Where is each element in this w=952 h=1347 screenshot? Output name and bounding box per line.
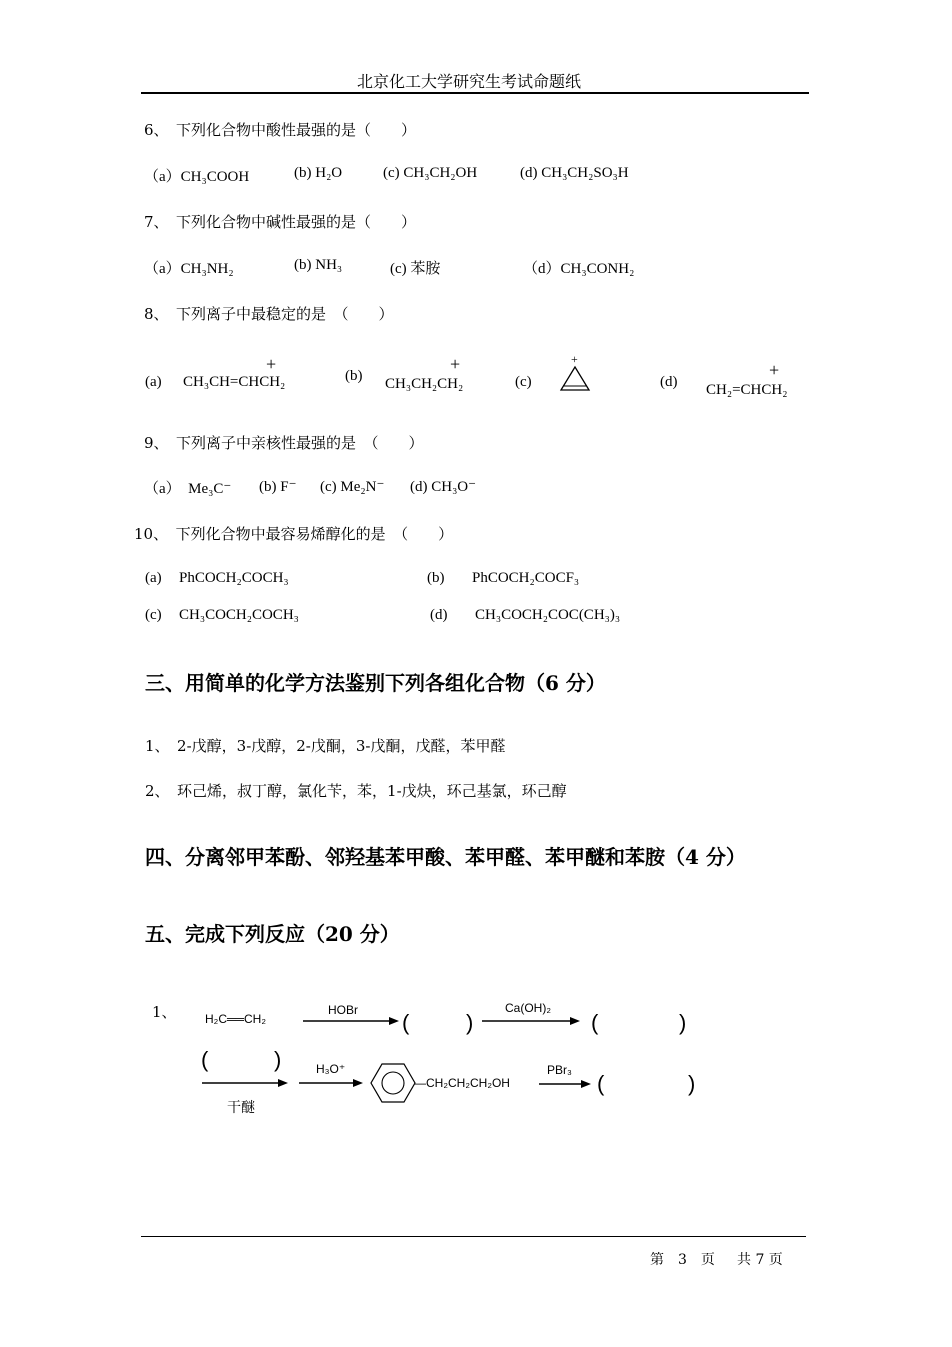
section3-item-2: 2、 环己烯，叔丁醇，氯化苄，苯，1-戊炔，环己基氯，环己醇 xyxy=(145,782,567,800)
q8-option-d: CH₂=CHCH₂ xyxy=(706,382,788,398)
q10-option-a-label: (a) xyxy=(145,570,162,586)
reaction1-reagent-caoh2: Ca(OH)₂ xyxy=(505,1001,551,1015)
q8-a-charge: + xyxy=(266,354,277,374)
reaction1-blank-4-open: ( xyxy=(597,1071,605,1096)
reaction1-reagent-h3o: H₃O⁺ xyxy=(316,1062,346,1076)
q10-option-a: PhCOCH₂COCH₃ xyxy=(179,570,289,586)
header-rule xyxy=(141,92,809,94)
reaction1-blank-1-open: ( xyxy=(402,1010,410,1035)
reaction1-arrow-2 xyxy=(482,1015,580,1027)
q6-stem: 6、 下列化合物中酸性最强的是（ ） xyxy=(144,121,417,139)
reaction1-number: 1、 xyxy=(152,1003,177,1021)
reaction1-blank-2-close: ) xyxy=(679,1010,687,1035)
q9-stem: 9、 下列离子中亲核性最强的是 （ ） xyxy=(144,434,424,452)
reaction1-arrow-3 xyxy=(202,1077,288,1089)
reaction1-blank-4-close: ) xyxy=(688,1071,696,1096)
q6-option-c: (c) CH₃CH₂OH xyxy=(383,165,478,181)
q7-stem: 7、 下列化合物中碱性最强的是（ ） xyxy=(144,213,417,231)
q9-option-a: （a） Me₃C⁻ xyxy=(144,481,232,497)
section3-title: 三、用简单的化学方法鉴别下列各组化合物（6 分） xyxy=(145,671,606,695)
q8-option-b-label: (b) xyxy=(345,368,363,384)
q8-b-charge: + xyxy=(450,354,461,374)
q7-option-b: (b) NH₃ xyxy=(294,257,343,273)
reaction1-arrow-4 xyxy=(299,1077,363,1089)
footer-page-number: 第 3 页 xyxy=(650,1252,715,1268)
q7-option-a: （a）CH₃NH₂ xyxy=(144,261,234,277)
footer-total-pages: 共 7 页 xyxy=(737,1252,783,1268)
section4-title: 四、分离邻甲苯酚、邻羟基苯甲酸、苯甲醛、苯甲醚和苯胺（4 分） xyxy=(145,845,746,869)
q8-d-charge: + xyxy=(769,360,780,380)
reaction1-product-chain: —CH₂CH₂CH₂OH xyxy=(414,1076,510,1090)
q10-option-d-label: (d) xyxy=(430,607,448,623)
benzene-ring-icon xyxy=(370,1062,416,1104)
section3-item-1: 1、 2-戊醇，3-戊醇，2-戊酮，3-戊酮，戊醛，苯甲醛 xyxy=(145,737,506,755)
q7-option-c: (c) 苯胺 xyxy=(390,261,441,277)
q7-option-d: （d）CH₃CONH₂ xyxy=(523,261,635,277)
reaction1-arrow-5 xyxy=(539,1078,591,1090)
reaction1-reagent-hobr: HOBr xyxy=(328,1003,358,1017)
q9-option-b: (b) F⁻ xyxy=(259,479,297,495)
section5-title: 五、完成下列反应（20 分） xyxy=(145,922,400,946)
q10-stem: 10、 下列化合物中最容易烯醇化的是 （ ） xyxy=(134,525,454,543)
q8-option-a: CH₃CH=CHCH₂ xyxy=(183,374,286,390)
q9-option-c: (c) Me₂N⁻ xyxy=(320,479,385,495)
q10-option-b-label: (b) xyxy=(427,570,445,586)
q10-option-c-label: (c) xyxy=(145,607,162,623)
reaction1-reagent-dry-ether: 干醚 xyxy=(227,1100,255,1116)
svg-text:+: + xyxy=(571,352,578,366)
reaction1-blank-1-close: ) xyxy=(466,1010,474,1035)
reaction1-blank-3-close: ) xyxy=(274,1047,282,1072)
q10-option-c: CH₃COCH₂COCH₃ xyxy=(179,607,299,623)
reaction1-blank-3-open: ( xyxy=(201,1047,209,1072)
q10-option-b: PhCOCH₂COCF₃ xyxy=(472,570,580,586)
reaction1-reagent-pbr3: PBr₃ xyxy=(547,1063,572,1077)
q8-option-a-label: (a) xyxy=(145,374,162,390)
q6-option-b: (b) H₂O xyxy=(294,165,343,181)
q8-option-c-label: (c) xyxy=(515,374,532,390)
q8-stem: 8、 下列离子中最稳定的是 （ ） xyxy=(144,305,394,323)
q10-option-d: CH₃COCH₂COC(CH₃)₃ xyxy=(475,607,621,623)
q8-option-d-label: (d) xyxy=(660,374,678,390)
q6-option-a: （a）CH₃COOH xyxy=(144,169,250,185)
q9-option-d: (d) CH₃O⁻ xyxy=(410,479,477,495)
q8-option-b: CH₃CH₂CH₂ xyxy=(385,376,464,392)
footer-rule xyxy=(141,1236,806,1237)
page-header-title: 北京化工大学研究生考试命题纸 xyxy=(357,72,582,91)
reaction1-arrow-1 xyxy=(303,1015,399,1027)
reaction1-blank-2-open: ( xyxy=(591,1010,599,1035)
reaction1-ethylene: H₂C══CH₂ xyxy=(205,1012,266,1026)
q6-option-d: (d) CH₃CH₂SO₃H xyxy=(520,165,629,181)
cyclopropenyl-cation-structure xyxy=(555,352,595,396)
